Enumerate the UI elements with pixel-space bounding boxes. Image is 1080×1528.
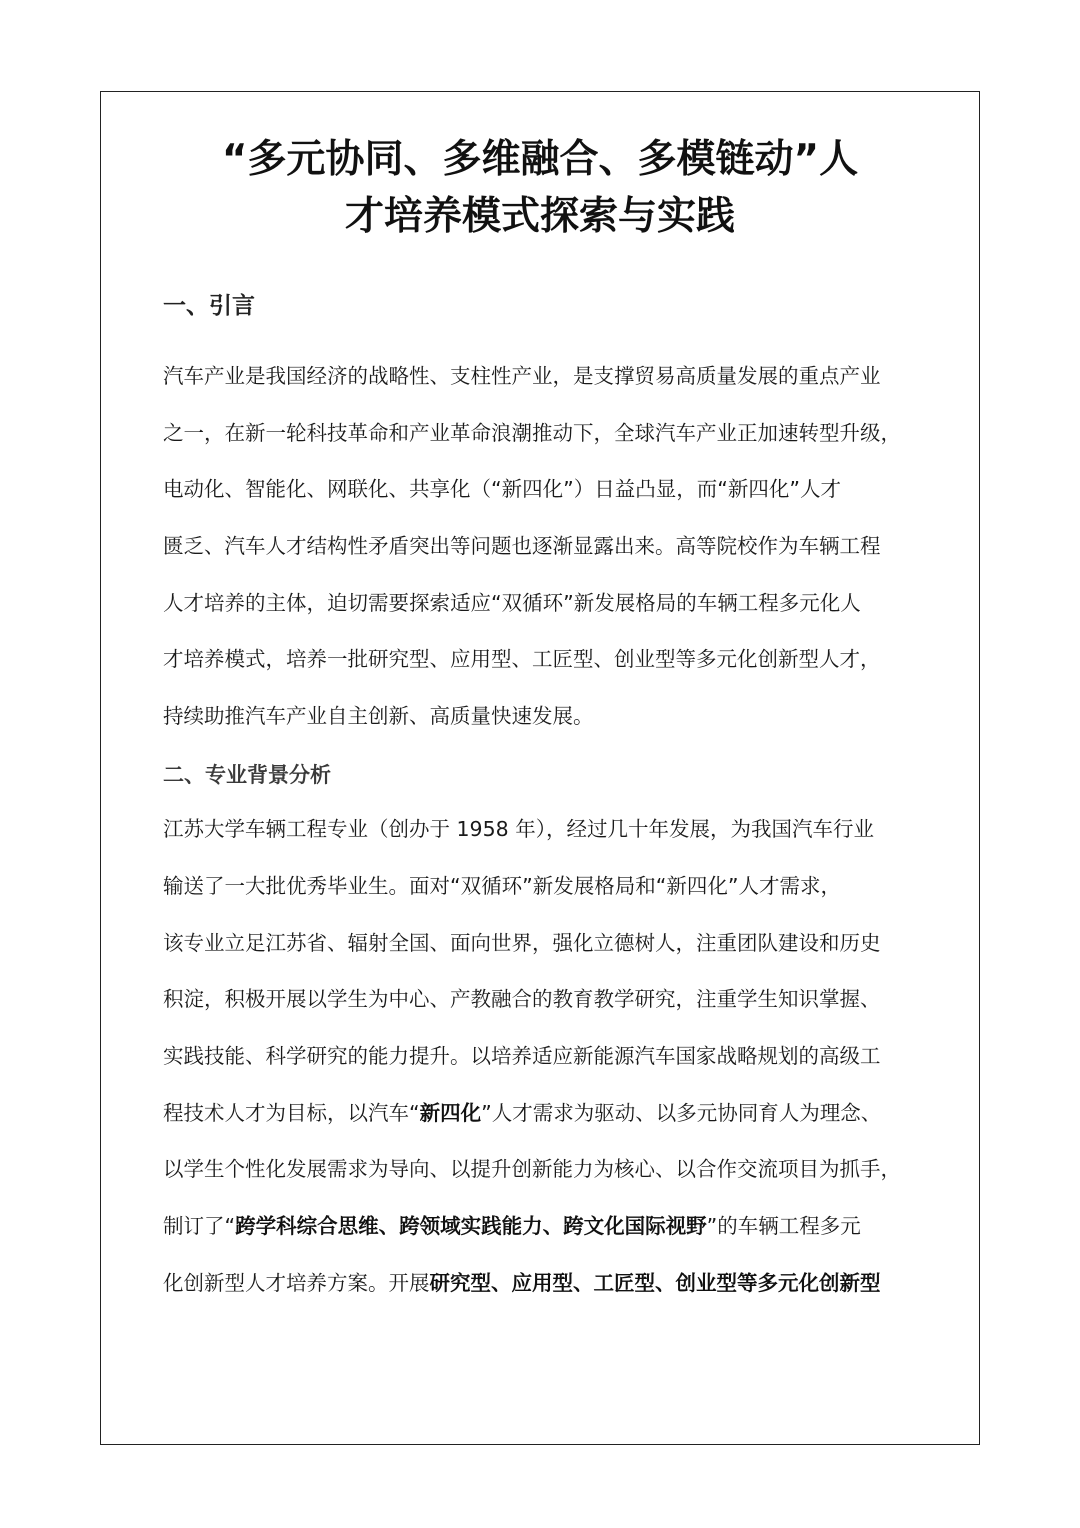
paragraph-line — [163, 1266, 923, 1300]
section-heading-background: 二、专业背景分析 — [163, 763, 331, 787]
text-run: 化创新型人才培养方案。开展 — [163, 1271, 430, 1295]
bold-text-run: 新四化 — [419, 1101, 482, 1125]
paragraph-line: 汽车产业是我国经济的战略性、支柱性产业，是支撑贸易高质量发展的重点产业 — [163, 364, 881, 388]
text-run: ”的车辆工程多元 — [706, 1214, 861, 1238]
paragraph-line: 以学生个性化发展需求为导向、以提升创新能力为核心、以合作交流项目为抓手， — [163, 1157, 901, 1181]
bold-text-run: 研究型、应用型、工匠型、创业型等多元化创新型 — [429, 1271, 881, 1295]
text-run: ”人才需求为驱动、以多元协同育人为理念、 — [481, 1101, 882, 1125]
paragraph-line: 持续助推汽车产业自主创新、高质量快速发展。 — [163, 704, 594, 728]
bold-text-run: 跨学科综合思维、跨领域实践能力、跨文化国际视野 — [235, 1214, 707, 1238]
paragraph-line: 才培养模式，培养一批研究型、应用型、工匠型、创业型等多元化创新型人才， — [163, 647, 881, 671]
document-title-line-1: “多元协同、多维融合、多模链动”人 — [221, 137, 859, 182]
text-run: 制订了“ — [163, 1214, 236, 1238]
paragraph-line: 实践技能、科学研究的能力提升。以培养适应新能源汽车国家战略规划的高级工 — [163, 1044, 881, 1068]
paragraph-line — [163, 1209, 923, 1243]
paragraph-line: 电动化、智能化、网联化、共享化（“新四化”）日益凸显，而“新四化”人才 — [163, 477, 841, 501]
section-heading-introduction: 一、引言 — [163, 293, 255, 319]
text-run: 程技术人才为目标，以汽车“ — [163, 1101, 420, 1125]
paragraph-line: 之一，在新一轮科技革命和产业革命浪潮推动下，全球汽车产业正加速转型升级， — [163, 421, 901, 445]
paragraph-line — [163, 1096, 923, 1130]
paragraph-line: 江苏大学车辆工程专业（创办于 1958 年），经过几十年发展，为我国汽车行业 — [163, 817, 874, 841]
paragraph-line: 积淀，积极开展以学生为中心、产教融合的教育教学研究，注重学生知识掌握、 — [163, 987, 881, 1011]
paragraph-line: 匮乏、汽车人才结构性矛盾突出等问题也逐渐显露出来。高等院校作为车辆工程 — [163, 534, 881, 558]
paragraph-line: 输送了一大批优秀毕业生。面对“双循环”新发展格局和“新四化”人才需求， — [163, 874, 841, 898]
paragraph-line: 该专业立足江苏省、辐射全国、面向世界，强化立德树人，注重团队建设和历史 — [163, 931, 881, 955]
paragraph-line: 人才培养的主体，迫切需要探索适应“双循环”新发展格局的车辆工程多元化人 — [163, 591, 861, 615]
document-title-line-2: 才培养模式探索与实践 — [344, 194, 735, 239]
